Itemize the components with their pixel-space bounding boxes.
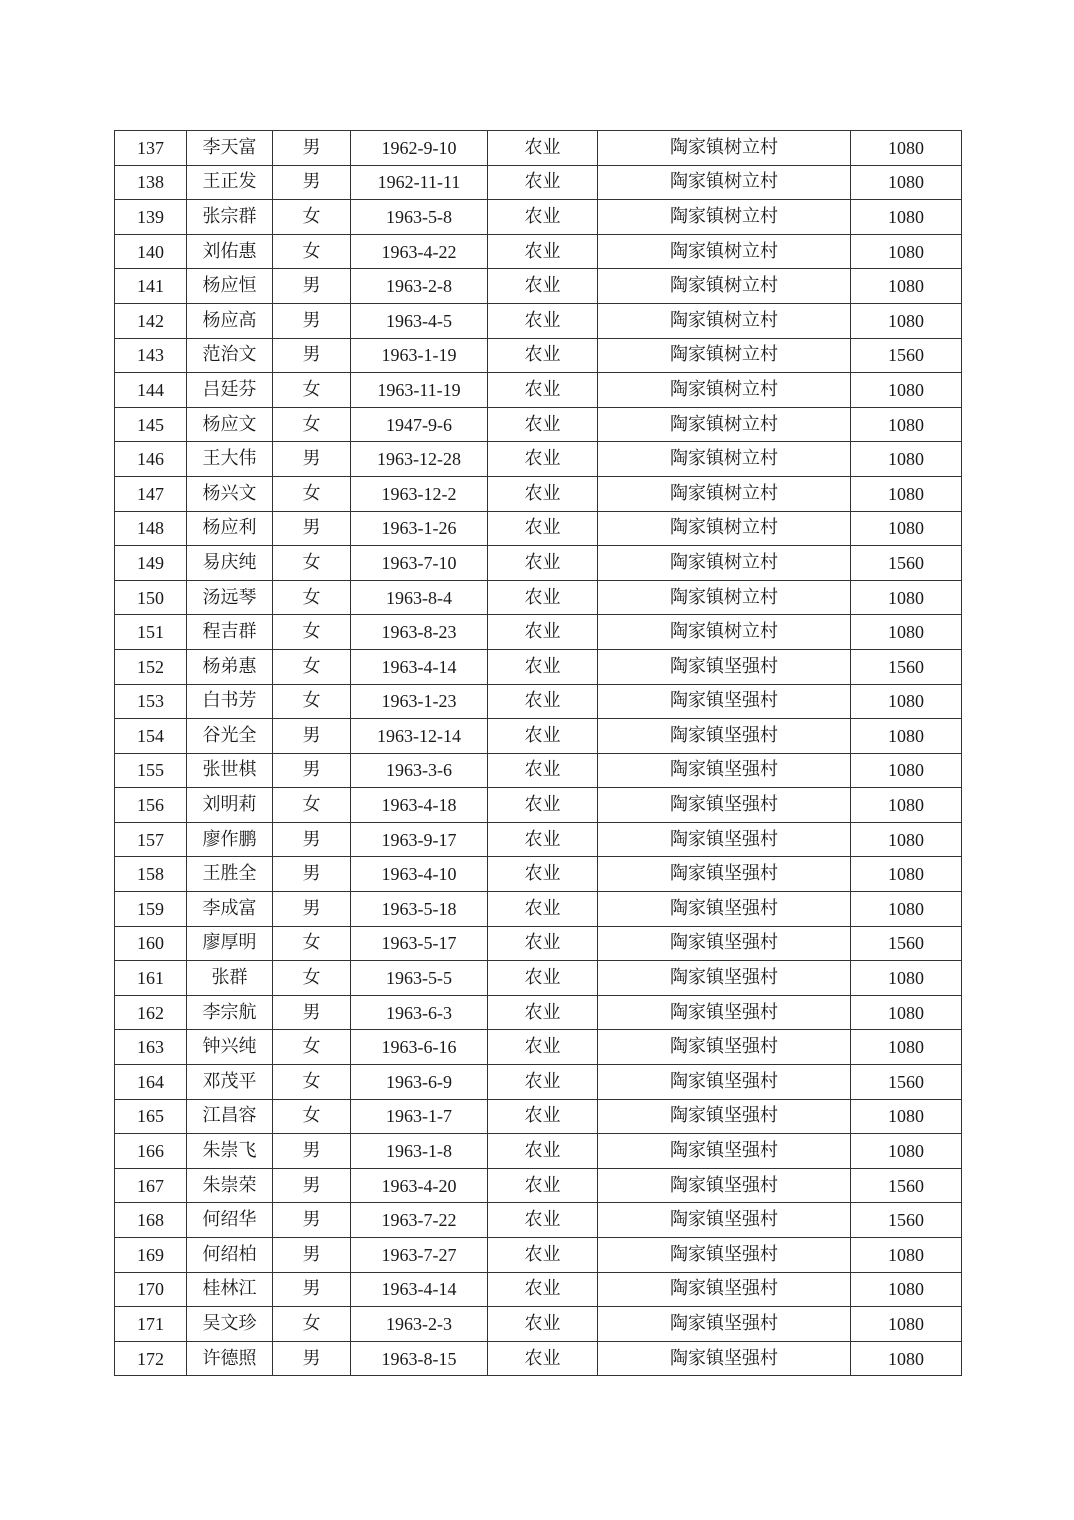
amount-cell: 1080 <box>851 303 962 338</box>
name-cell: 吴文珍 <box>187 1307 273 1342</box>
gender-cell: 女 <box>273 1030 351 1065</box>
birth-date-cell: 1963-5-17 <box>351 926 488 961</box>
row-number-cell: 156 <box>115 788 187 823</box>
gender-cell: 男 <box>273 995 351 1030</box>
row-number-cell: 138 <box>115 165 187 200</box>
birth-date-cell: 1963-6-9 <box>351 1065 488 1100</box>
address-cell: 陶家镇坚强村 <box>598 822 851 857</box>
amount-cell: 1080 <box>851 719 962 754</box>
birth-date-cell: 1947-9-6 <box>351 407 488 442</box>
name-cell: 王正发 <box>187 165 273 200</box>
occupation-cell: 农业 <box>488 1099 598 1134</box>
amount-cell: 1080 <box>851 788 962 823</box>
address-cell: 陶家镇坚强村 <box>598 1341 851 1376</box>
address-cell: 陶家镇坚强村 <box>598 753 851 788</box>
address-cell: 陶家镇坚强村 <box>598 1307 851 1342</box>
occupation-cell: 农业 <box>488 857 598 892</box>
amount-cell: 1080 <box>851 892 962 927</box>
name-cell: 杨弟惠 <box>187 649 273 684</box>
gender-cell: 女 <box>273 926 351 961</box>
name-cell: 张宗群 <box>187 200 273 235</box>
amount-cell: 1080 <box>851 511 962 546</box>
table-row <box>115 1030 962 1065</box>
table-row <box>115 1099 962 1134</box>
row-number-cell: 152 <box>115 649 187 684</box>
name-cell: 白书芳 <box>187 684 273 719</box>
occupation-cell: 农业 <box>488 615 598 650</box>
gender-cell: 女 <box>273 1307 351 1342</box>
name-cell: 张世棋 <box>187 753 273 788</box>
table-row <box>115 857 962 892</box>
amount-cell: 1560 <box>851 649 962 684</box>
gender-cell: 女 <box>273 1099 351 1134</box>
amount-cell: 1560 <box>851 926 962 961</box>
name-cell: 吕廷芬 <box>187 373 273 408</box>
occupation-cell: 农业 <box>488 546 598 581</box>
row-number-cell: 162 <box>115 995 187 1030</box>
gender-cell: 男 <box>273 753 351 788</box>
gender-cell: 女 <box>273 788 351 823</box>
birth-date-cell: 1963-2-3 <box>351 1307 488 1342</box>
amount-cell: 1080 <box>851 234 962 269</box>
row-number-cell: 160 <box>115 926 187 961</box>
occupation-cell: 农业 <box>488 1065 598 1100</box>
name-cell: 张群 <box>187 961 273 996</box>
gender-cell: 男 <box>273 131 351 166</box>
amount-cell: 1080 <box>851 407 962 442</box>
table-row <box>115 753 962 788</box>
row-number-cell: 144 <box>115 373 187 408</box>
row-number-cell: 147 <box>115 476 187 511</box>
gender-cell: 男 <box>273 719 351 754</box>
address-cell: 陶家镇坚强村 <box>598 1030 851 1065</box>
name-cell: 何绍华 <box>187 1203 273 1238</box>
gender-cell: 男 <box>273 165 351 200</box>
amount-cell: 1080 <box>851 165 962 200</box>
birth-date-cell: 1962-9-10 <box>351 131 488 166</box>
occupation-cell: 农业 <box>488 407 598 442</box>
row-number-cell: 163 <box>115 1030 187 1065</box>
row-number-cell: 145 <box>115 407 187 442</box>
row-number-cell: 146 <box>115 442 187 477</box>
row-number-cell: 153 <box>115 684 187 719</box>
occupation-cell: 农业 <box>488 373 598 408</box>
gender-cell: 男 <box>273 1238 351 1273</box>
table-row <box>115 892 962 927</box>
amount-cell: 1080 <box>851 615 962 650</box>
birth-date-cell: 1963-11-19 <box>351 373 488 408</box>
row-number-cell: 140 <box>115 234 187 269</box>
occupation-cell: 农业 <box>488 580 598 615</box>
amount-cell: 1080 <box>851 200 962 235</box>
gender-cell: 女 <box>273 200 351 235</box>
amount-cell: 1560 <box>851 546 962 581</box>
amount-cell: 1080 <box>851 753 962 788</box>
row-number-cell: 170 <box>115 1272 187 1307</box>
occupation-cell: 农业 <box>488 165 598 200</box>
name-cell: 李成富 <box>187 892 273 927</box>
row-number-cell: 148 <box>115 511 187 546</box>
name-cell: 汤远琴 <box>187 580 273 615</box>
amount-cell: 1080 <box>851 857 962 892</box>
birth-date-cell: 1963-1-26 <box>351 511 488 546</box>
address-cell: 陶家镇树立村 <box>598 338 851 373</box>
gender-cell: 女 <box>273 373 351 408</box>
gender-cell: 女 <box>273 1065 351 1100</box>
birth-date-cell: 1963-4-14 <box>351 1272 488 1307</box>
name-cell: 杨兴文 <box>187 476 273 511</box>
name-cell: 李宗航 <box>187 995 273 1030</box>
table-row <box>115 995 962 1030</box>
address-cell: 陶家镇树立村 <box>598 234 851 269</box>
row-number-cell: 155 <box>115 753 187 788</box>
address-cell: 陶家镇坚强村 <box>598 857 851 892</box>
occupation-cell: 农业 <box>488 303 598 338</box>
birth-date-cell: 1963-8-23 <box>351 615 488 650</box>
occupation-cell: 农业 <box>488 1238 598 1273</box>
gender-cell: 男 <box>273 1168 351 1203</box>
birth-date-cell: 1963-12-28 <box>351 442 488 477</box>
gender-cell: 男 <box>273 442 351 477</box>
name-cell: 朱崇荣 <box>187 1168 273 1203</box>
birth-date-cell: 1963-1-8 <box>351 1134 488 1169</box>
gender-cell: 女 <box>273 407 351 442</box>
amount-cell: 1080 <box>851 476 962 511</box>
gender-cell: 男 <box>273 1203 351 1238</box>
occupation-cell: 农业 <box>488 822 598 857</box>
gender-cell: 男 <box>273 1272 351 1307</box>
birth-date-cell: 1963-5-8 <box>351 200 488 235</box>
row-number-cell: 165 <box>115 1099 187 1134</box>
row-number-cell: 167 <box>115 1168 187 1203</box>
amount-cell: 1560 <box>851 1168 962 1203</box>
table-row <box>115 1203 962 1238</box>
birth-date-cell: 1963-4-10 <box>351 857 488 892</box>
table-row <box>115 546 962 581</box>
amount-cell: 1080 <box>851 131 962 166</box>
row-number-cell: 159 <box>115 892 187 927</box>
amount-cell: 1080 <box>851 1238 962 1273</box>
table-row <box>115 580 962 615</box>
birth-date-cell: 1963-4-18 <box>351 788 488 823</box>
gender-cell: 男 <box>273 1134 351 1169</box>
address-cell: 陶家镇坚强村 <box>598 995 851 1030</box>
name-cell: 许德照 <box>187 1341 273 1376</box>
gender-cell: 女 <box>273 234 351 269</box>
name-cell: 李天富 <box>187 131 273 166</box>
row-number-cell: 137 <box>115 131 187 166</box>
table-row <box>115 234 962 269</box>
gender-cell: 女 <box>273 649 351 684</box>
table-row <box>115 926 962 961</box>
table-row <box>115 684 962 719</box>
amount-cell: 1080 <box>851 1099 962 1134</box>
amount-cell: 1080 <box>851 269 962 304</box>
birth-date-cell: 1962-11-11 <box>351 165 488 200</box>
name-cell: 何绍柏 <box>187 1238 273 1273</box>
name-cell: 廖作鹏 <box>187 822 273 857</box>
name-cell: 朱崇飞 <box>187 1134 273 1169</box>
occupation-cell: 农业 <box>488 649 598 684</box>
occupation-cell: 农业 <box>488 442 598 477</box>
name-cell: 范治文 <box>187 338 273 373</box>
birth-date-cell: 1963-8-4 <box>351 580 488 615</box>
gender-cell: 男 <box>273 857 351 892</box>
address-cell: 陶家镇坚强村 <box>598 1238 851 1273</box>
birth-date-cell: 1963-8-15 <box>351 1341 488 1376</box>
name-cell: 邓茂平 <box>187 1065 273 1100</box>
birth-date-cell: 1963-4-5 <box>351 303 488 338</box>
address-cell: 陶家镇树立村 <box>598 303 851 338</box>
amount-cell: 1560 <box>851 1203 962 1238</box>
table-row <box>115 1065 962 1100</box>
birth-date-cell: 1963-2-8 <box>351 269 488 304</box>
row-number-cell: 157 <box>115 822 187 857</box>
address-cell: 陶家镇树立村 <box>598 476 851 511</box>
row-number-cell: 172 <box>115 1341 187 1376</box>
gender-cell: 男 <box>273 892 351 927</box>
row-number-cell: 171 <box>115 1307 187 1342</box>
amount-cell: 1080 <box>851 1272 962 1307</box>
name-cell: 刘佑惠 <box>187 234 273 269</box>
table-row <box>115 511 962 546</box>
address-cell: 陶家镇树立村 <box>598 511 851 546</box>
table-row <box>115 649 962 684</box>
records-table-body <box>115 131 962 1376</box>
table-row <box>115 1134 962 1169</box>
occupation-cell: 农业 <box>488 269 598 304</box>
amount-cell: 1080 <box>851 442 962 477</box>
name-cell: 桂林江 <box>187 1272 273 1307</box>
row-number-cell: 149 <box>115 546 187 581</box>
table-row <box>115 1238 962 1273</box>
occupation-cell: 农业 <box>488 131 598 166</box>
amount-cell: 1080 <box>851 961 962 996</box>
address-cell: 陶家镇树立村 <box>598 200 851 235</box>
name-cell: 江昌容 <box>187 1099 273 1134</box>
birth-date-cell: 1963-7-10 <box>351 546 488 581</box>
table-row <box>115 719 962 754</box>
occupation-cell: 农业 <box>488 788 598 823</box>
row-number-cell: 161 <box>115 961 187 996</box>
name-cell: 杨应恒 <box>187 269 273 304</box>
birth-date-cell: 1963-6-3 <box>351 995 488 1030</box>
gender-cell: 男 <box>273 269 351 304</box>
occupation-cell: 农业 <box>488 476 598 511</box>
name-cell: 程吉群 <box>187 615 273 650</box>
address-cell: 陶家镇坚强村 <box>598 1134 851 1169</box>
birth-date-cell: 1963-7-22 <box>351 1203 488 1238</box>
birth-date-cell: 1963-12-14 <box>351 719 488 754</box>
table-row <box>115 131 962 166</box>
occupation-cell: 农业 <box>488 892 598 927</box>
name-cell: 易庆纯 <box>187 546 273 581</box>
occupation-cell: 农业 <box>488 1307 598 1342</box>
row-number-cell: 150 <box>115 580 187 615</box>
gender-cell: 男 <box>273 511 351 546</box>
gender-cell: 男 <box>273 1341 351 1376</box>
occupation-cell: 农业 <box>488 961 598 996</box>
row-number-cell: 141 <box>115 269 187 304</box>
address-cell: 陶家镇树立村 <box>598 580 851 615</box>
address-cell: 陶家镇坚强村 <box>598 1099 851 1134</box>
gender-cell: 男 <box>273 303 351 338</box>
occupation-cell: 农业 <box>488 511 598 546</box>
occupation-cell: 农业 <box>488 753 598 788</box>
occupation-cell: 农业 <box>488 200 598 235</box>
address-cell: 陶家镇树立村 <box>598 407 851 442</box>
name-cell: 谷光全 <box>187 719 273 754</box>
birth-date-cell: 1963-1-7 <box>351 1099 488 1134</box>
gender-cell: 男 <box>273 822 351 857</box>
amount-cell: 1080 <box>851 580 962 615</box>
occupation-cell: 农业 <box>488 234 598 269</box>
row-number-cell: 139 <box>115 200 187 235</box>
gender-cell: 男 <box>273 338 351 373</box>
row-number-cell: 169 <box>115 1238 187 1273</box>
occupation-cell: 农业 <box>488 1272 598 1307</box>
birth-date-cell: 1963-9-17 <box>351 822 488 857</box>
table-row <box>115 442 962 477</box>
table-row <box>115 1272 962 1307</box>
records-table <box>114 130 962 1376</box>
address-cell: 陶家镇坚强村 <box>598 719 851 754</box>
row-number-cell: 143 <box>115 338 187 373</box>
row-number-cell: 154 <box>115 719 187 754</box>
row-number-cell: 158 <box>115 857 187 892</box>
table-row <box>115 615 962 650</box>
name-cell: 廖厚明 <box>187 926 273 961</box>
amount-cell: 1560 <box>851 1065 962 1100</box>
table-row <box>115 476 962 511</box>
name-cell: 王大伟 <box>187 442 273 477</box>
address-cell: 陶家镇树立村 <box>598 373 851 408</box>
amount-cell: 1080 <box>851 1341 962 1376</box>
amount-cell: 1080 <box>851 1134 962 1169</box>
gender-cell: 女 <box>273 580 351 615</box>
birth-date-cell: 1963-1-23 <box>351 684 488 719</box>
name-cell: 杨应文 <box>187 407 273 442</box>
address-cell: 陶家镇坚强村 <box>598 961 851 996</box>
table-row <box>115 822 962 857</box>
row-number-cell: 164 <box>115 1065 187 1100</box>
address-cell: 陶家镇树立村 <box>598 442 851 477</box>
gender-cell: 女 <box>273 546 351 581</box>
address-cell: 陶家镇坚强村 <box>598 788 851 823</box>
amount-cell: 1560 <box>851 338 962 373</box>
occupation-cell: 农业 <box>488 338 598 373</box>
amount-cell: 1080 <box>851 995 962 1030</box>
table-row <box>115 200 962 235</box>
name-cell: 钟兴纯 <box>187 1030 273 1065</box>
row-number-cell: 142 <box>115 303 187 338</box>
birth-date-cell: 1963-12-2 <box>351 476 488 511</box>
birth-date-cell: 1963-3-6 <box>351 753 488 788</box>
table-row <box>115 1168 962 1203</box>
address-cell: 陶家镇坚强村 <box>598 649 851 684</box>
name-cell: 杨应利 <box>187 511 273 546</box>
name-cell: 刘明莉 <box>187 788 273 823</box>
occupation-cell: 农业 <box>488 1203 598 1238</box>
address-cell: 陶家镇坚强村 <box>598 1065 851 1100</box>
amount-cell: 1080 <box>851 822 962 857</box>
name-cell: 杨应高 <box>187 303 273 338</box>
table-row <box>115 961 962 996</box>
table-row <box>115 338 962 373</box>
address-cell: 陶家镇坚强村 <box>598 1203 851 1238</box>
address-cell: 陶家镇树立村 <box>598 131 851 166</box>
address-cell: 陶家镇坚强村 <box>598 1272 851 1307</box>
address-cell: 陶家镇坚强村 <box>598 892 851 927</box>
gender-cell: 女 <box>273 615 351 650</box>
birth-date-cell: 1963-4-14 <box>351 649 488 684</box>
occupation-cell: 农业 <box>488 684 598 719</box>
birth-date-cell: 1963-6-16 <box>351 1030 488 1065</box>
occupation-cell: 农业 <box>488 719 598 754</box>
gender-cell: 女 <box>273 476 351 511</box>
occupation-cell: 农业 <box>488 1168 598 1203</box>
birth-date-cell: 1963-7-27 <box>351 1238 488 1273</box>
table-row <box>115 1341 962 1376</box>
table-row <box>115 373 962 408</box>
address-cell: 陶家镇树立村 <box>598 546 851 581</box>
birth-date-cell: 1963-4-22 <box>351 234 488 269</box>
occupation-cell: 农业 <box>488 926 598 961</box>
occupation-cell: 农业 <box>488 1134 598 1169</box>
gender-cell: 女 <box>273 684 351 719</box>
occupation-cell: 农业 <box>488 1341 598 1376</box>
birth-date-cell: 1963-5-5 <box>351 961 488 996</box>
table-row <box>115 1307 962 1342</box>
amount-cell: 1080 <box>851 1030 962 1065</box>
table-row <box>115 303 962 338</box>
address-cell: 陶家镇坚强村 <box>598 1168 851 1203</box>
table-row <box>115 407 962 442</box>
address-cell: 陶家镇树立村 <box>598 269 851 304</box>
name-cell: 王胜全 <box>187 857 273 892</box>
birth-date-cell: 1963-4-20 <box>351 1168 488 1203</box>
address-cell: 陶家镇坚强村 <box>598 684 851 719</box>
occupation-cell: 农业 <box>488 995 598 1030</box>
birth-date-cell: 1963-5-18 <box>351 892 488 927</box>
table-row <box>115 269 962 304</box>
address-cell: 陶家镇坚强村 <box>598 926 851 961</box>
amount-cell: 1080 <box>851 684 962 719</box>
birth-date-cell: 1963-1-19 <box>351 338 488 373</box>
address-cell: 陶家镇树立村 <box>598 165 851 200</box>
occupation-cell: 农业 <box>488 1030 598 1065</box>
address-cell: 陶家镇树立村 <box>598 615 851 650</box>
gender-cell: 女 <box>273 961 351 996</box>
amount-cell: 1080 <box>851 373 962 408</box>
amount-cell: 1080 <box>851 1307 962 1342</box>
table-row <box>115 165 962 200</box>
row-number-cell: 168 <box>115 1203 187 1238</box>
row-number-cell: 151 <box>115 615 187 650</box>
table-row <box>115 788 962 823</box>
row-number-cell: 166 <box>115 1134 187 1169</box>
